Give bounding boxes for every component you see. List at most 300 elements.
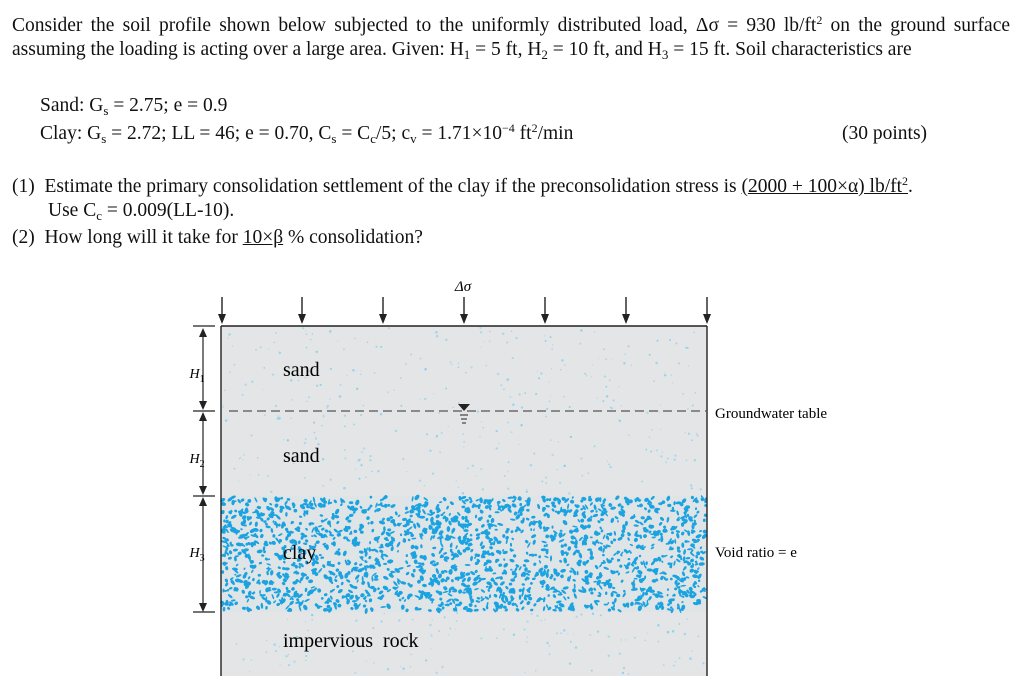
sand-speck: [410, 354, 412, 356]
sand-speck: [508, 471, 510, 473]
clay-speck: [359, 528, 362, 531]
sand-speck: [224, 389, 226, 391]
sand-speck: [573, 634, 574, 635]
sand-speck: [504, 475, 506, 477]
sand-speck: [580, 613, 582, 615]
sand-speck: [653, 380, 655, 382]
sand-speck: [623, 667, 625, 669]
sand-speck: [377, 470, 379, 472]
sand-speck: [400, 377, 402, 379]
sand-speck: [304, 477, 305, 478]
sand-speck: [634, 637, 636, 639]
sand-speck: [628, 435, 629, 436]
sand-speck: [356, 370, 357, 371]
sand-speck: [380, 413, 382, 415]
sand-speck: [239, 458, 240, 459]
sand-speck: [402, 458, 404, 460]
sand-speck: [277, 417, 279, 419]
sand-speck: [306, 333, 308, 335]
sand-speck: [592, 364, 593, 365]
sand-speck: [560, 369, 562, 371]
sand-speck: [690, 484, 692, 486]
dimension-arrow-up: [199, 328, 207, 337]
sand-speck: [274, 342, 275, 343]
sand-speck: [243, 454, 244, 455]
question-2: (2) How long will it take for 10×β % consolidation?: [12, 227, 423, 248]
sand-speck: [521, 406, 523, 408]
sand-speck: [431, 648, 432, 649]
sand-speck: [497, 373, 500, 376]
sand-speck: [431, 635, 433, 637]
sand-speck: [329, 330, 332, 333]
dimension-arrow-down: [199, 401, 207, 410]
sand-speck: [445, 387, 447, 389]
sand-speck: [251, 659, 252, 660]
sand-speck: [438, 412, 440, 414]
sand-speck: [694, 459, 696, 461]
sand-speck: [687, 619, 688, 620]
clay-speck: [463, 529, 468, 532]
sand-speck: [316, 351, 318, 353]
sand-speck: [602, 400, 604, 402]
sand-speck: [236, 643, 238, 645]
sand-bottom-label: sand: [283, 445, 320, 467]
sand-speck: [305, 438, 307, 440]
sand-speck: [526, 489, 527, 490]
sand-speck: [649, 354, 651, 356]
sand-speck: [672, 382, 673, 383]
sand-speck: [290, 418, 292, 420]
sand-speck: [610, 466, 612, 468]
sand-speck: [326, 407, 327, 408]
sand-speck: [439, 451, 441, 453]
sand-speck: [411, 654, 412, 655]
sand-speck: [302, 327, 304, 329]
sand-speck: [322, 485, 324, 487]
sand-speck: [313, 422, 315, 424]
sand-speck: [581, 475, 583, 477]
sand-speck: [360, 414, 362, 416]
sand-speck: [354, 672, 356, 674]
sand-speck: [524, 392, 526, 394]
sand-speck: [645, 449, 647, 451]
sand-speck: [696, 433, 698, 435]
sand-speck: [395, 430, 398, 433]
sand-speck: [329, 479, 331, 481]
clay-speck: [645, 592, 648, 595]
sand-speck: [537, 371, 538, 372]
sand-speck: [376, 346, 378, 348]
sand-speck: [524, 672, 525, 673]
sand-speck: [686, 459, 688, 461]
sand-speck: [347, 375, 348, 376]
sand-speck: [576, 616, 578, 618]
clay-label: clay: [283, 542, 317, 564]
sand-speck: [293, 661, 295, 663]
sand-speck: [621, 639, 622, 640]
load-arrow-head: [703, 314, 711, 324]
sand-speck: [496, 430, 498, 432]
sand-speck: [340, 384, 342, 386]
sand-speck: [393, 390, 394, 391]
sand-speck: [445, 339, 447, 341]
sand-speck: [548, 381, 549, 382]
sand-speck: [660, 455, 662, 457]
sand-speck: [550, 396, 551, 397]
sand-speck: [650, 451, 652, 453]
sand-speck: [222, 406, 224, 408]
sand-speck: [361, 370, 362, 371]
sand-speck: [343, 487, 346, 490]
sand-speck: [647, 633, 648, 634]
sand-speck: [669, 339, 671, 341]
sand-speck: [564, 364, 565, 365]
sand-speck: [275, 650, 277, 652]
sand-speck: [234, 468, 236, 470]
sand-speck: [266, 640, 267, 641]
load-arrow-head: [541, 314, 549, 324]
sand-speck: [625, 639, 626, 640]
sand-speck: [316, 384, 318, 386]
sand-speck: [482, 488, 484, 490]
sand-speck: [344, 415, 346, 417]
sand-speck: [456, 480, 457, 481]
sand-speck: [344, 449, 345, 450]
sand-speck: [526, 621, 528, 623]
sand-speck: [605, 358, 607, 360]
sand-speck: [343, 348, 345, 350]
sand-speck: [310, 339, 311, 340]
sand-speck: [605, 386, 607, 388]
sand-speck: [526, 641, 528, 643]
sand-speck: [685, 432, 686, 433]
sand-speck: [228, 333, 230, 335]
sand-speck: [363, 405, 364, 406]
sand-speck: [426, 398, 427, 399]
sand-speck: [535, 393, 537, 395]
sand-speck: [549, 401, 551, 403]
sand-speck: [679, 657, 681, 659]
sand-speck: [667, 458, 669, 460]
sand-speck: [476, 475, 477, 476]
sand-speck: [435, 331, 438, 334]
sand-speck: [311, 614, 314, 617]
sand-speck: [545, 482, 547, 484]
sand-speck: [518, 393, 520, 395]
sand-speck: [608, 655, 610, 657]
sand-speck: [479, 327, 481, 329]
sand-speck: [383, 613, 384, 614]
sand-speck: [536, 615, 538, 617]
sand-speck: [673, 458, 675, 460]
sand-speck: [550, 439, 551, 440]
sand-speck: [232, 346, 233, 347]
sand-speck: [564, 396, 565, 397]
sand-speck: [689, 657, 692, 660]
sand-speck: [279, 646, 280, 647]
sand-speck: [458, 487, 459, 488]
sand-speck: [664, 372, 665, 373]
sand-speck: [311, 619, 312, 620]
h3-label: $H_3$: [189, 546, 205, 564]
clay-speck: [577, 571, 579, 575]
sand-speck: [238, 480, 239, 481]
sand-speck: [607, 461, 608, 462]
sand-speck: [684, 633, 687, 636]
sand-speck: [531, 613, 533, 615]
sand-speck: [591, 670, 593, 672]
sand-speck: [507, 378, 510, 381]
sand-speck: [273, 643, 276, 646]
sand-speck: [455, 629, 456, 630]
sand-speck: [498, 443, 499, 444]
sand-speck: [699, 488, 701, 490]
sand-speck: [687, 408, 689, 410]
sand-speck: [622, 672, 624, 674]
sand-speck: [569, 406, 571, 408]
sand-speck: [506, 341, 508, 343]
sand-speck: [662, 452, 663, 453]
sand-speck: [321, 425, 323, 427]
load-arrow-head: [298, 314, 306, 324]
sand-speck: [419, 480, 421, 482]
sand-speck: [527, 636, 528, 637]
sand-speck: [458, 362, 460, 364]
sand-speck: [313, 432, 315, 434]
sand-speck: [611, 358, 612, 359]
sand-speck: [513, 634, 515, 636]
sand-speck: [312, 333, 313, 334]
sand-speck: [563, 629, 566, 632]
sand-speck: [512, 404, 514, 406]
sand-speck: [550, 336, 552, 338]
sand-speck: [344, 425, 346, 427]
sand-speck: [652, 429, 653, 430]
sand-speck: [500, 384, 502, 386]
sand-speck: [482, 427, 483, 428]
sand-speck: [229, 372, 231, 374]
sand-speck: [568, 492, 570, 494]
clay-speck: [669, 548, 673, 550]
problem-intro: Consider the soil profile shown below subjected to the uniformly distributed load, Δσ = 930 $lb/ft^2$ on the ground surface assuming the loading is acting over a large area. Given: $H_1 = 5$ ft, $H_2 = 10$ ft, and $H_3 = 15$ ft. Soil characteristics are: [12, 13, 1011, 62]
sand-speck: [649, 436, 651, 438]
sand-speck: [436, 335, 438, 337]
sand-speck: [589, 634, 591, 636]
sand-speck: [672, 630, 675, 633]
sand-speck: [305, 330, 306, 331]
sand-speck: [272, 373, 274, 375]
sand-speck: [472, 465, 474, 467]
h1-label: $H_1$: [189, 367, 205, 385]
sand-speck: [360, 373, 362, 375]
sand-speck: [308, 396, 310, 398]
clay-speck: [245, 543, 248, 546]
sand-speck: [675, 661, 676, 662]
sand-speck: [580, 329, 582, 331]
sand-speck: [641, 480, 643, 482]
sand-speck: [477, 411, 479, 413]
clay-speck: [572, 607, 575, 611]
sand-speck: [613, 399, 615, 401]
sand-speck: [329, 399, 330, 400]
sand-speck: [520, 424, 523, 427]
sand-speck: [502, 333, 505, 336]
sand-speck: [225, 419, 227, 421]
sand-speck: [540, 372, 542, 374]
sand-speck: [436, 672, 438, 674]
sand-speck: [337, 341, 338, 342]
sand-speck: [278, 415, 280, 417]
load-label: Δσ: [454, 279, 472, 295]
sand-speck: [288, 664, 290, 666]
sand-speck: [339, 395, 342, 398]
sand-speck: [564, 465, 566, 467]
sand-speck: [608, 635, 611, 638]
sand-speck: [679, 623, 681, 625]
sand-speck: [551, 348, 553, 350]
sand-speck: [356, 388, 358, 390]
sand-speck: [315, 437, 317, 439]
sand-speck: [561, 359, 563, 361]
sand-speck: [288, 654, 289, 655]
sand-speck: [354, 338, 355, 339]
clay-speck: [552, 526, 554, 529]
sand-speck: [507, 488, 509, 490]
sand-speck: [512, 357, 514, 359]
sand-speck: [675, 342, 677, 344]
sand-speck: [606, 395, 608, 397]
sand-speck: [462, 433, 464, 435]
sand-speck: [262, 389, 263, 390]
sand-speck: [306, 347, 308, 349]
sand-speck: [511, 331, 513, 333]
sand-speck: [305, 655, 307, 657]
load-arrow-head: [460, 314, 468, 324]
sand-speck: [381, 620, 383, 622]
sand-speck: [489, 331, 491, 333]
sand-speck: [546, 642, 549, 645]
sand-speck: [535, 670, 536, 671]
sand-speck: [365, 476, 367, 478]
sand-speck: [603, 348, 605, 350]
sand-speck: [515, 337, 517, 339]
sand-speck: [544, 619, 545, 620]
sand-speck: [660, 429, 661, 430]
clay-speck: [676, 584, 678, 587]
sand-speck: [692, 404, 694, 406]
sand-speck: [549, 645, 551, 647]
sand-speck: [327, 405, 329, 407]
clay-speck: [524, 559, 529, 562]
sand-speck: [242, 394, 244, 396]
sand-speck: [432, 619, 433, 620]
sand-speck: [697, 435, 699, 437]
sand-speck: [695, 392, 696, 393]
sand-speck: [544, 335, 545, 336]
sand-speck: [628, 673, 629, 674]
sand-speck: [444, 616, 446, 618]
sand-speck: [540, 620, 541, 621]
sand-speck: [426, 433, 428, 435]
sand-speck: [369, 459, 371, 461]
load-arrow-head: [218, 314, 226, 324]
sand-speck: [618, 386, 619, 387]
sand-speck: [249, 671, 250, 672]
sand-speck: [556, 632, 558, 634]
dimension-arrow-up: [199, 412, 207, 421]
sand-speck: [400, 405, 402, 407]
sand-speck: [558, 441, 559, 442]
sand-speck: [424, 398, 426, 400]
sand-speck: [430, 634, 431, 635]
sand-speck: [441, 432, 443, 434]
sand-speck: [275, 405, 277, 407]
sand-speck: [481, 421, 482, 422]
sand-speck: [263, 367, 265, 369]
sand-speck: [291, 399, 293, 401]
sand-speck: [270, 491, 272, 493]
sand-speck: [559, 482, 561, 484]
sand-speck: [458, 402, 460, 404]
sand-speck: [306, 401, 307, 402]
sand-speck: [258, 474, 259, 475]
sand-speck: [673, 665, 675, 667]
sand-speck: [570, 436, 572, 438]
sand-speck: [398, 619, 400, 621]
sand-speck: [511, 431, 513, 433]
sand-speck: [663, 664, 665, 666]
sand-speck: [551, 368, 552, 369]
sand-speck: [546, 408, 548, 410]
sand-speck: [371, 471, 372, 472]
sand-speck: [355, 468, 356, 469]
sand-speck: [691, 487, 693, 489]
sand-speck: [657, 340, 659, 342]
sand-speck: [424, 368, 427, 371]
sand-speck: [462, 492, 464, 494]
load-arrow-head: [622, 314, 630, 324]
sand-speck: [420, 358, 422, 360]
sand-speck: [621, 405, 622, 406]
sand-speck: [541, 480, 543, 482]
sand-speck: [692, 651, 693, 652]
sand-speck: [693, 332, 695, 334]
sand-speck: [448, 426, 449, 427]
sand-speck: [479, 436, 480, 437]
sand-speck: [456, 620, 458, 622]
sand-speck: [524, 628, 526, 630]
sand-speck: [592, 613, 594, 615]
sand-speck: [682, 393, 684, 395]
sand-speck: [646, 412, 648, 414]
groundwater-table-label: Groundwater table: [715, 406, 828, 422]
sand-speck: [353, 424, 355, 426]
sand-speck: [545, 340, 547, 342]
sand-speck: [425, 659, 427, 661]
sand-speck: [486, 365, 487, 366]
sand-speck: [665, 461, 667, 463]
sand-speck: [373, 662, 374, 663]
sand-speck: [251, 381, 253, 383]
sand-speck: [251, 434, 253, 436]
sand-speck: [320, 384, 322, 386]
sand-speck: [448, 634, 449, 635]
sand-top-label: sand: [283, 359, 320, 381]
dimension-arrow-down: [199, 603, 207, 612]
sand-speck: [678, 362, 680, 364]
sand-speck: [456, 612, 458, 614]
clay-speck: [337, 604, 341, 608]
